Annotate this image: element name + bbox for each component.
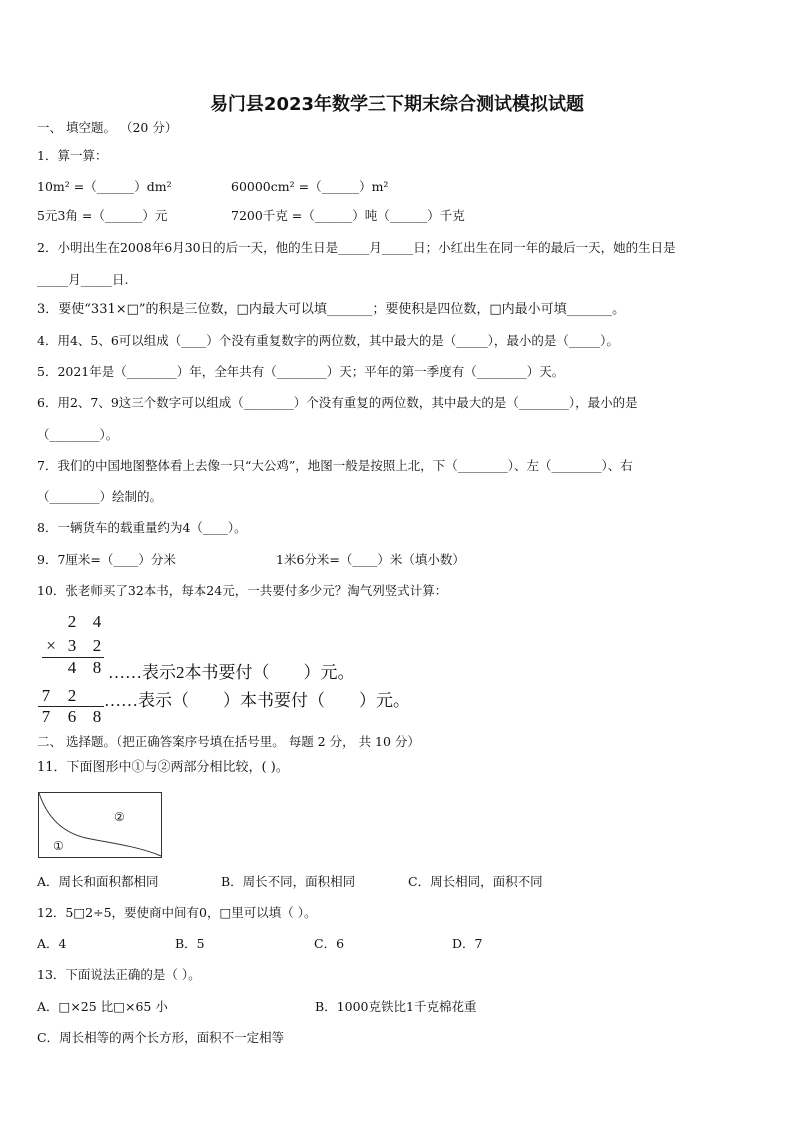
calc-digit: 8 (92, 658, 102, 677)
page-title: 易门县2023年数学三下期末综合测试模拟试题 (209, 94, 585, 115)
q5-text: 5．2021年是（________）年，全年共有（________）天；平年的第一季度有（________）天。 (37, 364, 565, 379)
q11-option-c: C．周长相同，面积不同 (408, 874, 543, 889)
q11-figure (38, 792, 162, 858)
q12-text: 12．5□2÷5，要使商中间有0，□里可以填（ ）。 (37, 905, 317, 920)
q12-option-b: B．5 (175, 936, 205, 951)
calc-note-row3: ……表示2本书要付（ ）元。 (108, 663, 355, 682)
q12-option-d: D．7 (452, 936, 483, 951)
calc-digit: 8 (92, 707, 102, 726)
q6-line1: 6．用2、7、9这三个数字可以组成（________）个没有重复的两位数，其中最大的是（________），最小的是 (37, 395, 638, 410)
q11-label-1: ① (53, 839, 64, 853)
calc-digit: 2 (67, 686, 77, 705)
calc-digit: 4 (67, 658, 77, 677)
section1-heading: 一、 填空题。 （20 分） (37, 120, 178, 135)
q1-item-a: 10m² =（______）dm² (37, 179, 172, 194)
q4-text: 4．用4、5、6可以组成（____）个没有重复数字的两位数，其中最大的是（_____），最小的是（_____）。 (37, 333, 619, 348)
q13-option-a: A．□×25 比□×65 小 (37, 999, 168, 1014)
q2-line2: _____月_____日. (37, 272, 129, 287)
calc-digit: 3 (67, 636, 77, 655)
calc-digit: 7 (41, 686, 51, 705)
calc-note-row4: ……表示（ ）本书要付（ ）元。 (104, 691, 410, 710)
q11-text: 11．下面图形中①与②两部分相比较，( )。 (37, 760, 289, 775)
q7-line1: 7．我们的中国地图整体看上去像一只“大公鸡”，地图一般是按照上北，下（________）、左（________）、右 (37, 458, 633, 473)
q6-line2: （________）。 (37, 427, 119, 442)
q11-option-b: B．周长不同，面积相同 (221, 874, 356, 889)
q12-option-c: C．6 (314, 936, 345, 951)
q2-line1: 2．小明出生在2008年6月30日的后一天，他的生日是_____月_____日；小红出生在同一年的最后一天，她的生日是 (37, 240, 676, 255)
q13-text: 13．下面说法正确的是（ ）。 (37, 967, 201, 982)
q1-item-c: 5元3角 =（______）元 (37, 208, 168, 223)
calc-divider-line (38, 706, 104, 707)
multiply-sign: × (46, 636, 56, 655)
section2-heading: 二、 选择题。（把正确答案序号填在括号里。 每题 2 分， 共 10 分） (37, 734, 420, 749)
q11-label-2: ② (114, 810, 125, 824)
calc-digit: 2 (92, 636, 102, 655)
q13-option-c: C．周长相等的两个长方形，面积不一定相等 (37, 1030, 285, 1045)
q1-heading: 1．算一算： (37, 148, 108, 163)
q7-line2: （________）绘制的。 (37, 489, 163, 504)
q12-option-a: A．4 (37, 936, 67, 951)
calc-digit: 4 (92, 612, 102, 631)
q10-text: 10．张老师买了32本书，每本24元，一共要付多少元？淘气列竖式计算： (37, 583, 448, 598)
q8-text: 8．一辆货车的载重量约为4（____）。 (37, 520, 247, 535)
calc-digit: 6 (67, 707, 77, 726)
calc-divider-line (42, 657, 104, 658)
q9-item-b: 1米6分米=（____）米（填小数） (276, 552, 465, 567)
q13-option-b: B．1000克铁比1千克棉花重 (315, 999, 477, 1014)
q9-item-a: 9．7厘米=（____）分米 (37, 552, 176, 567)
q1-item-d: 7200千克 =（______）吨（______）千克 (231, 208, 465, 223)
q11-option-a: A．周长和面积都相同 (37, 874, 159, 889)
q3-text: 3．要使“331×□”的积是三位数，□内最大可以填_______；要使积是四位数，□内最小可填_______。 (37, 302, 626, 317)
q1-item-b: 60000cm² =（______）m² (231, 179, 389, 194)
calc-digit: 7 (41, 707, 51, 726)
calc-digit: 2 (67, 612, 77, 631)
